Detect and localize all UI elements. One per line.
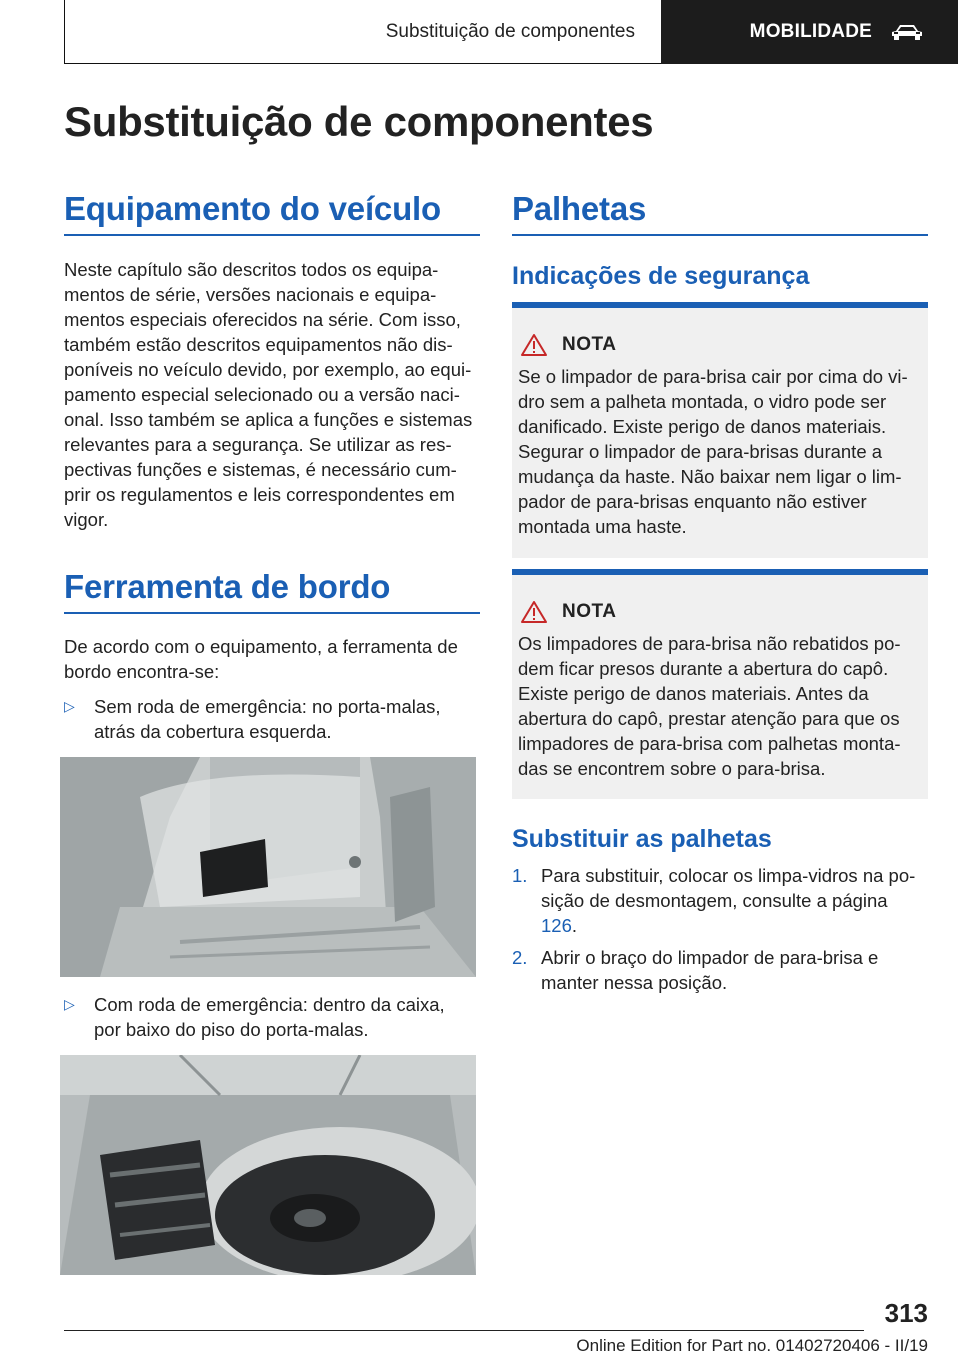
bullet-marker: ▷ (64, 698, 75, 714)
header-chapter-label: MOBILIDADE (749, 21, 872, 42)
header-chapter-tab (661, 0, 958, 64)
note-label: NOTA (562, 334, 617, 355)
safety-notes-heading: Indicações de segurança (512, 262, 810, 290)
page-reference-link[interactable]: 126 (541, 915, 572, 936)
equipment-heading: Equipamento do veículo (64, 190, 441, 227)
list-item: ▷ Com roda de emergência: dentro da caixa, por baixo do piso do porta-malas. (64, 994, 445, 1040)
step-number: 2. (512, 947, 528, 968)
replace-blades-heading: Substituir as palhetas (512, 825, 772, 853)
car-icon (888, 21, 926, 43)
list-item: 2. Abrir o braço do limpador de para-brisa e manter nessa posição. (512, 947, 879, 993)
warning-icon (520, 333, 548, 357)
onboard-tools-heading: Ferramenta de bordo (64, 568, 391, 605)
warning-icon (520, 600, 548, 624)
equipment-heading-rule (64, 234, 480, 236)
onboard-tools-heading-rule (64, 612, 480, 614)
list-item: 1. Para substituir, colocar os limpa-vidros na po- sição de desmontagem, consulte a página 126. (512, 865, 916, 936)
footer-rule (64, 1330, 864, 1331)
wiper-blades-heading: Palhetas (512, 190, 647, 227)
step-number: 1. (512, 865, 528, 886)
bullet-marker: ▷ (64, 996, 75, 1012)
onboard-tools-intro: De acordo com o equipamento, a ferramenta de bordo encontra-se: (64, 636, 458, 682)
edition-footer: Online Edition for Part no. 01402720406 - II/19 (576, 1336, 928, 1355)
equipment-paragraph: Neste capítulo são descritos todos os equipa- mentos de série, versões nacionais e equipa- mentos especiais oferecidos na série. Com isso, também estão descritos equipamentos não dis- poníveis no veículo devido, por exemplo, ao equi- pamento especial selecionado ou a versão naci- onal. Isso também se aplica a funções e sistemas relevantes para a segurança. Se utilizar as res- pectivas funções e sistemas, é necessário cum- prir os regulamentos e leis correspondentes em vigor. (64, 259, 473, 530)
page-number: 313 (884, 1298, 928, 1328)
header-section-title: Substituição de componentes (385, 21, 635, 42)
list-item: ▷ Sem roda de emergência: no porta-malas, atrás da cobertura esquerda. (64, 696, 441, 742)
note-text: Os limpadores de para-brisa não rebatidos po- dem ficar presos durante a abertura do capô. Existe perigo de danos materiais. Antes da abertura do capô, prestar atenção para que os limpadores de para-brisa com palhetas monta- das se encontrem sobre o para-brisa. (518, 633, 901, 779)
note-text: Se o limpador de para-brisa cair por cima do vi- dro sem a palheta montada, o vidro pode ser danificado. Existe perigo de danos materiais. Segurar o limpador de para-brisas durante a mudança da haste. Não baixar nem ligar o lim- pador de para-brisas enquanto não estiver montada uma haste. (518, 366, 908, 537)
page-title: Substituição de componentes (64, 98, 654, 145)
note-box (512, 569, 928, 799)
wiper-blades-heading-rule (512, 234, 928, 236)
note-box (512, 302, 928, 558)
note-label: NOTA (562, 601, 617, 622)
spare-wheel-well-photo (60, 1055, 476, 1275)
trunk-side-compartment-photo (60, 757, 476, 977)
